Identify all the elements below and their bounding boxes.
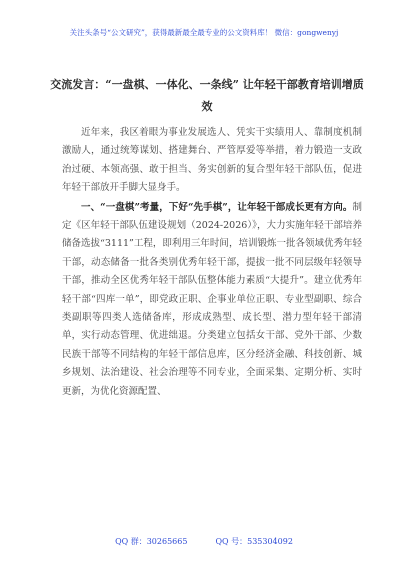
footer-qq-group: QQ 群：30265665 [115,537,188,546]
footer-contact [0,536,408,548]
header-banner: 关注头条号“公文研究”，获得最新最全最专业的公文资料库！ 微信：gongwenyj [69,28,339,37]
footer-qq-number: QQ 号：535304092 [215,537,293,546]
document-body [62,124,362,401]
document-title: 交流发言：“一盘棋、一体化、一条线” 让年轻干部教育培训增质效 [50,78,364,113]
section-one-heading: 一、“一盘棋”考量，下好“先手棋”，让年轻干部成长更有方向。 [81,201,353,213]
paragraph-intro [62,124,362,198]
section-one-text: 制定《区年轻干部队伍建设规划（2024-2026）》，大力实施年轻干部培养储备选拔“3111”工程，即利用三年时间，培训锻炼一批各领域优秀年轻干部，动态储备一批各类别优秀年轻干部，提拔一批不同层级年轻领导干部，推动全区优秀年轻干部队伍整体能力素质“大提升”。建立优秀年轻干部“四库一单”，即党政正职、企事业单位正职、专业型副职、综合类副职等四类人选储备库，形成成熟型、成长型、潜力型年轻干部清单，实行动态管理、优进绌退。分类建立包括女干部、党外干部、少数民族干部等不同结构的年轻干部信息库，区分经济金融、科技创新、城乡规划、法治建设、社会治理等不同专业，全面采集、定期分析、实时更新，为优化资源配置、 [62,201,362,397]
paragraph-intro-text: 近年来，我区着眼为事业发展选人、凭实干实绩用人、靠制度机制激励人，通过统筹谋划、搭建舞台、严管厚爱等举措，着力锻造一支政治过硬、本领高强、敢于担当、务实创新的复合型年轻干部队伍，促进年轻干部放开手脚大显身手。 [62,127,362,194]
paragraph-section-one [62,199,362,401]
